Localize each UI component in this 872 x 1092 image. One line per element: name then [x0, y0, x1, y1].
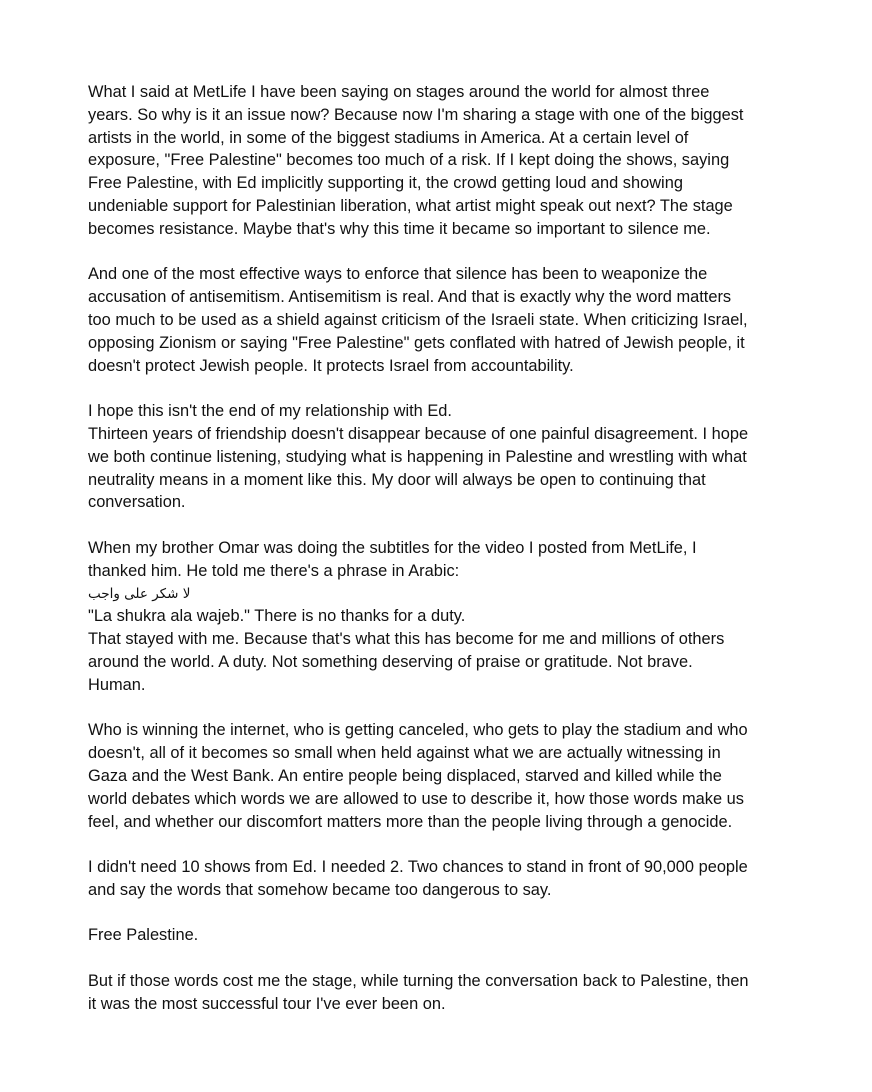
paragraph-relationship — [88, 400, 788, 514]
arabic-phrase: لا شكر على واجب — [88, 585, 191, 602]
paragraph-witnessing — [88, 719, 788, 833]
paragraph-closing — [88, 970, 788, 1016]
text-line: undeniable support for Palestinian liberation, what artist might speak out next? The stage — [88, 196, 733, 215]
text-line: What I said at MetLife I have been saying on stages around the world for almost three — [88, 83, 710, 101]
text-line: And one of the most effective ways to enforce that silence has been to weaponize the — [88, 265, 708, 284]
text-line: Human. — [88, 675, 146, 694]
text-line: Gaza and the West Bank. An entire people being displaced, starved and killed while the — [88, 766, 722, 785]
text-line: exposure, "Free Palestine" becomes too much of a risk. If I kept doing the shows, saying — [88, 151, 730, 170]
text-line: neutrality means in a moment like this. My door will always be open to continuing that — [88, 470, 706, 489]
text-line: world debates which words we are allowed to use to describe it, how those words make us — [88, 789, 744, 808]
text-line: Free Palestine, with Ed implicitly supporting it, the crowd getting loud and showing — [88, 174, 683, 193]
text-line: and say the words that somehow became too dangerous to say. — [88, 880, 552, 899]
text-line: around the world. A duty. Not something deserving of praise or gratitude. Not brave. — [88, 652, 693, 671]
text-line: feel, and whether our discomfort matters more than the people living through a genocide. — [88, 812, 733, 831]
paragraph-shows — [88, 856, 788, 902]
text-line: conversation. — [88, 493, 186, 512]
text-line: thanked him. He told me there's a phrase in Arabic: — [88, 561, 460, 580]
paragraph-antisemitism — [88, 263, 788, 377]
paragraph-metlife — [88, 81, 788, 241]
text-line: years. So why is it an issue now? Because now I'm sharing a stage with one of the biggest — [88, 105, 744, 124]
text-line: doesn't, all of it becomes so small when held against what we are actually witnessing in — [88, 744, 721, 763]
text-line: accusation of antisemitism. Antisemitism is real. And that is exactly why the word matters — [88, 288, 732, 307]
text-line: Who is winning the internet, who is getting canceled, who gets to play the stadium and who — [88, 721, 748, 740]
text-line: doesn't protect Jewish people. It protects Israel from accountability. — [88, 356, 574, 375]
text-line: When my brother Omar was doing the subtitles for the video I posted from MetLife, I — [88, 538, 697, 557]
text-line: I hope this isn't the end of my relationship with Ed. — [88, 402, 452, 421]
text-line: opposing Zionism or saying "Free Palestine" gets conflated with hatred of Jewish people, it — [88, 333, 745, 352]
text-line: we both continue listening, studying what is happening in Palestine and wrestling with what — [88, 447, 747, 466]
text-line: artists in the world, in some of the biggest stadiums in America. At a certain level of — [88, 128, 689, 147]
text-line: becomes resistance. Maybe that's why this time it became so important to silence me. — [88, 219, 711, 238]
document-body — [88, 81, 788, 1016]
paragraph-duty — [88, 537, 788, 697]
text-line: it was the most successful tour I've ever been on. — [88, 994, 446, 1013]
text-line: That stayed with me. Because that's what this has become for me and millions of others — [88, 630, 725, 649]
paragraph-free-palestine — [88, 924, 788, 947]
text-line: But if those words cost me the stage, while turning the conversation back to Palestine, then — [88, 972, 749, 991]
text-line: "La shukra ala wajeb." There is no thanks for a duty. — [88, 607, 466, 626]
text-line: Thirteen years of friendship doesn't disappear because of one painful disagreement. I hope — [88, 424, 749, 443]
text-line: too much to be used as a shield against criticism of the Israeli state. When criticizing Israel, — [88, 310, 748, 329]
text-line: I didn't need 10 shows from Ed. I needed 2. Two chances to stand in front of 90,000 people — [88, 858, 748, 877]
text-line: Free Palestine. — [88, 926, 199, 945]
